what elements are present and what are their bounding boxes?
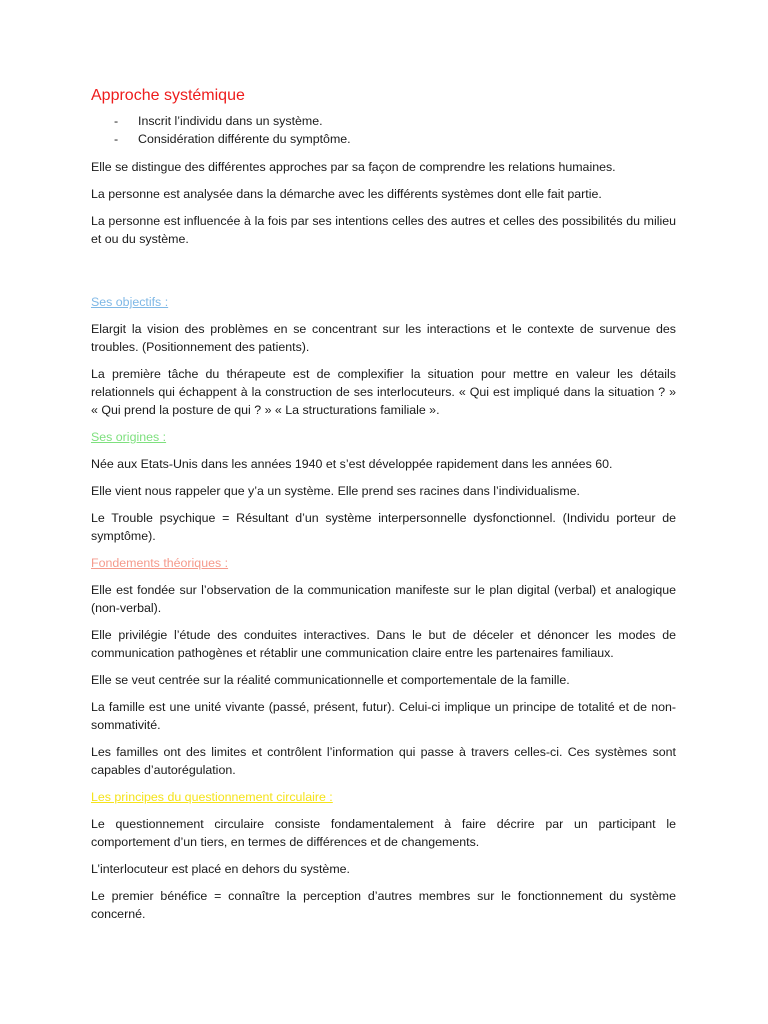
bullet-list <box>91 112 676 148</box>
section-paragraph: Les familles ont des limites et contrôlent l’information qui passe à travers celles-ci. Ces systèmes sont capables d’autorégulation. <box>91 745 676 777</box>
intro-paragraph: Elle se distingue des différentes approches par sa façon de comprendre les relations humaines. <box>91 160 616 174</box>
bullet-item: - Considération différente du symptôme. <box>114 132 351 146</box>
section-paragraph: Le Trouble psychique = Résultant d’un système interpersonnelle dysfonctionnel. (Individu porteur de symptôme). <box>91 511 676 543</box>
section-paragraph: Elle vient nous rappeler que y’a un système. Elle prend ses racines dans l’individualisme. <box>91 484 581 498</box>
intro-paragraph: La personne est influencée à la fois par ses intentions celles des autres et celles des possibilités du milieu et ou du système. <box>91 214 676 246</box>
section-paragraph: Le questionnement circulaire consiste fondamentalement à faire décrire par un participant le comportement d’un tiers, en termes de différences et de changements. <box>91 817 676 849</box>
section-paragraph: Elle se veut centrée sur la réalité communicationnelle et comportementale de la famille. <box>91 673 570 687</box>
section-heading-questionnement: Les principes du questionnement circulaire : <box>91 790 333 804</box>
section-heading-objectifs: Ses objectifs : <box>91 295 169 309</box>
intro-paragraph: La personne est analysée dans la démarche avec les différents systèmes dont elle fait partie. <box>91 187 602 201</box>
dash-marker: - <box>114 114 119 128</box>
section-paragraph: La famille est une unité vivante (passé, présent, futur). Celui-ci implique un principe de totalité et de non-sommativité. <box>91 700 676 732</box>
dash-marker: - <box>114 132 119 146</box>
spacer <box>91 257 676 293</box>
section-heading-fondements: Fondements théoriques : <box>91 556 229 570</box>
section-paragraph: Elargit la vision des problèmes en se concentrant sur les interactions et le contexte de survenue des troubles. (Positionnement des patients). <box>91 322 676 354</box>
section-heading-origines: Ses origines : <box>91 430 167 444</box>
section-paragraph: Elle est fondée sur l’observation de la communication manifeste sur le plan digital (verbal) et analogique (non-verbal). <box>91 583 676 615</box>
bullet-item: - Inscrit l’individu dans un système. <box>114 114 323 128</box>
document-title: Approche systémique <box>91 87 245 104</box>
section-paragraph: L’interlocuteur est placé en dehors du système. <box>91 862 350 876</box>
section-paragraph: La première tâche du thérapeute est de complexifier la situation pour mettre en valeur les détails relationnels qui échappent à la construction de ses interlocuteurs. « Qui est impliqué dans la situation ? » « Qui prend la posture de qui ? » « La structurations familiale ». <box>91 367 676 417</box>
section-paragraph: Née aux Etats-Unis dans les années 1940 et s’est développée rapidement dans les années 60. <box>91 457 613 471</box>
section-paragraph: Elle privilégie l’étude des conduites interactives. Dans le but de déceler et dénoncer les modes de communication pathogènes et rétablir une communication claire entre les partenaires familiaux. <box>91 628 676 660</box>
section-paragraph: Le premier bénéfice = connaître la perception d’autres membres sur le fonctionnement du système concerné. <box>91 889 676 921</box>
